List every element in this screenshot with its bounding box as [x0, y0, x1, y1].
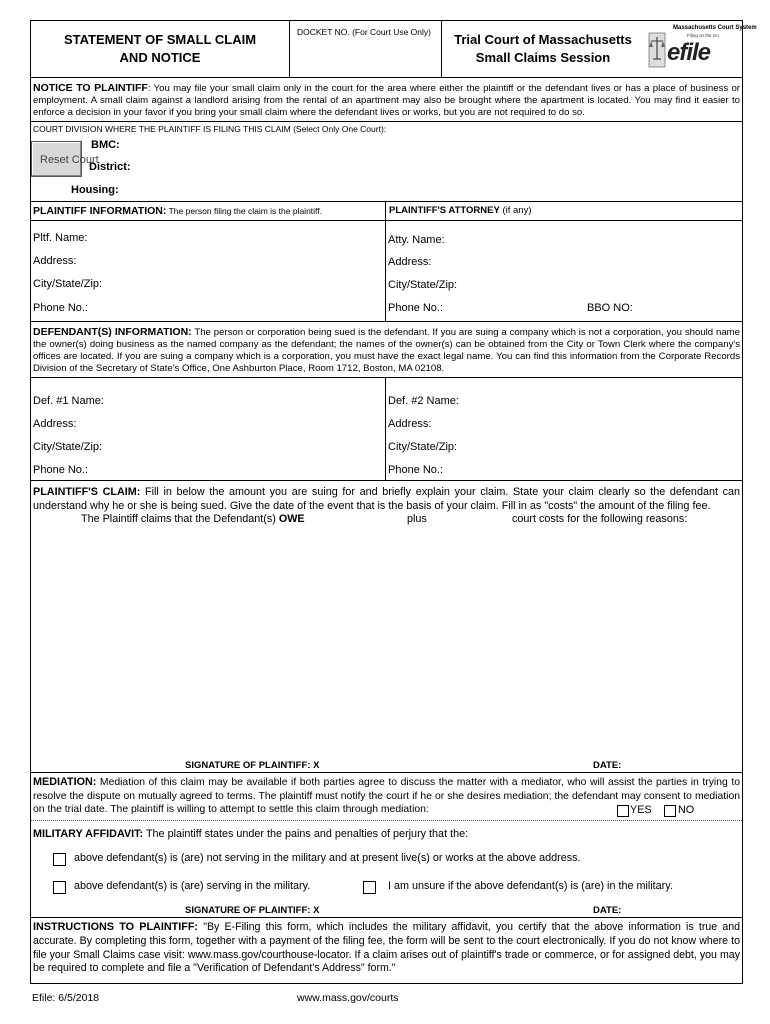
court-line2: Small Claims Session: [475, 50, 611, 65]
reset-court-button[interactable]: Reset Court: [31, 141, 82, 177]
def2-address-field[interactable]: Address:: [388, 418, 432, 430]
military-not-serving-checkbox[interactable]: [53, 853, 66, 866]
plaintiff-bottom-rule: [31, 321, 742, 322]
notice-block: [33, 82, 740, 119]
military-date-label[interactable]: DATE:: [593, 905, 622, 916]
military-heading: MILITARY AFFIDAVIT:: [33, 828, 144, 840]
logo-word: efile: [667, 39, 711, 66]
military-unsure-checkbox[interactable]: [363, 881, 376, 894]
defendant-text: The person or corporation being sued is the defendant. If you are suing a company which is not a corporation, you should name the owner(s) doing business as the named company as the defendant; the names of the owner(s) can be obtained from the City or Town Clerk where the company's offices are located. If you are suing a company which is a corporation, you must have the exact legal name. You can find this information from the Corporate Records Division of the Secretary of State's Office, One Ashburton Place, Room 1712, Boston, MA 02108.: [33, 327, 740, 374]
def2-name-field[interactable]: Def. #2 Name:: [388, 395, 459, 407]
mediation-bottom-rule: [31, 820, 742, 821]
def2-city-field[interactable]: City/State/Zip:: [388, 441, 458, 453]
plaintiff-phone-field[interactable]: Phone No.:: [33, 302, 89, 314]
attorney-subtext: (if any): [499, 205, 532, 216]
header-divider-left: [289, 21, 290, 77]
docket-label: DOCKET NO. (For Court Use Only): [297, 27, 431, 37]
claim-text: Fill in below the amount you are suing for and briefly explain your claim. State your claim clearly so the defendant can understand why he or she is being sued. Give the date of the event that is the basis of your claim. Fill in as "costs" the amount of the filing fee.: [33, 486, 740, 512]
claim-signature-label[interactable]: SIGNATURE OF PLAINTIFF: X: [185, 760, 320, 771]
instructions-block: [33, 921, 740, 976]
military-text: The plaintiff states under the pains and penalties of perjury that the:: [143, 828, 469, 840]
attorney-phone-field[interactable]: Phone No.:: [388, 302, 444, 314]
defendant-bottom-rule: [31, 480, 742, 481]
mediation-no-checkbox[interactable]: [664, 805, 676, 817]
defendant-heading: DEFENDANT(S) INFORMATION:: [33, 326, 192, 338]
claim-bottom-rule: [31, 772, 742, 773]
claim-heading: PLAINTIFF'S CLAIM:: [33, 486, 141, 498]
military-serving-checkbox[interactable]: [53, 881, 66, 894]
defendant-heading-rule: [31, 377, 742, 378]
claim-costs-suffix: court costs for the following reasons:: [512, 513, 688, 525]
attorney-name-field[interactable]: Atty. Name:: [388, 234, 445, 246]
claim-plus-word: plus: [407, 513, 427, 525]
instructions-text: "By E-Filing this form, which includes the military affidavit, you certify that the above information is true and accurate. By completing this form, together with a payment of the filing fee, the form will be sent to the court electronically. If you do not know where to file your Small Claims case visit: www.mass.gov/courthouse-locator. If a claim arises out of plaintiff's trade or commerce, or for assigned debt, you may be required to complete and file a "Verification of Defendant's Address" form.": [33, 921, 740, 975]
notice-bottom-rule: [31, 121, 742, 122]
plaintiff-name-field[interactable]: Pltf. Name:: [33, 232, 88, 244]
mediation-text: Mediation of this claim may be available if both parties agree to discuss the matter with a mediator, who will assist the parties in trying to resolve the dispute on mutually agreed to terms. The plaintiff must notify the court if he or she desires mediation; the defendant may consent to mediation on the trial date. The plaintiff is willing to attempt to settle this claim through mediation:: [33, 777, 740, 815]
def1-city-field[interactable]: City/State/Zip:: [33, 441, 103, 453]
court-name: [443, 31, 643, 67]
plaintiff-city-field[interactable]: City/State/Zip:: [33, 278, 103, 290]
attorney-heading: PLAINTIFF'S ATTORNEY: [389, 205, 500, 216]
claim-owe-prefix: The Plaintiff claims that the Defendant(s): [81, 513, 279, 525]
attorney-bbo-field[interactable]: BBO NO:: [587, 302, 633, 314]
form-title-line1: STATEMENT OF SMALL CLAIM: [63, 32, 257, 47]
attorney-city-field[interactable]: City/State/Zip:: [388, 279, 458, 291]
attorney-address-field[interactable]: Address:: [388, 256, 432, 268]
footer-efile-date: Efile: 6/5/2018: [32, 992, 100, 1004]
notice-heading: NOTICE TO PLAINTIFF: [33, 82, 148, 94]
attorney-heading-block: [389, 205, 532, 216]
footer-website[interactable]: www.mass.gov/courts: [297, 992, 399, 1004]
mediation-yes-checkbox[interactable]: [617, 805, 629, 817]
def1-phone-field[interactable]: Phone No.:: [33, 464, 89, 476]
header-divider-right: [441, 21, 442, 77]
def1-name-field[interactable]: Def. #1 Name:: [33, 395, 104, 407]
defendant-divider: [385, 378, 386, 480]
plaintiff-heading-rule: [31, 220, 742, 221]
plaintiff-heading-block: [33, 205, 322, 217]
claim-date-label[interactable]: DATE:: [593, 760, 622, 771]
military-option2-label: above defendant(s) is (are) serving in the military.: [74, 880, 311, 892]
court-option-housing[interactable]: Housing:: [71, 184, 119, 196]
military-option3-label: I am unsure if the above defendant(s) is (are) in the military.: [388, 880, 673, 892]
court-option-bmc[interactable]: BMC:: [91, 139, 120, 151]
efile-logo: [647, 25, 757, 71]
claim-block: [33, 485, 740, 513]
court-line1: Trial Court of Massachusetts: [454, 32, 632, 47]
military-bottom-rule: [31, 917, 742, 918]
plaintiff-heading: PLAINTIFF INFORMATION:: [33, 205, 167, 217]
def2-phone-field[interactable]: Phone No.:: [388, 464, 444, 476]
plaintiff-address-field[interactable]: Address:: [33, 255, 77, 267]
defendant-block: [33, 326, 740, 375]
mediation-yes-label: YES: [630, 804, 652, 816]
military-signature-label[interactable]: SIGNATURE OF PLAINTIFF: X: [185, 905, 320, 916]
form-title: [31, 31, 289, 67]
court-division-bottom-rule: [31, 201, 742, 202]
instructions-heading: INSTRUCTIONS TO PLAINTIFF:: [33, 921, 199, 933]
form-title-line2: AND NOTICE: [119, 50, 201, 65]
mediation-no-label: NO: [678, 804, 695, 816]
court-division-label: COURT DIVISION WHERE THE PLAINTIFF IS FILING THIS CLAIM (Select Only One Court):: [33, 124, 387, 134]
def1-address-field[interactable]: Address:: [33, 418, 77, 430]
form-page: [30, 20, 757, 984]
claim-reasons-textarea[interactable]: [33, 531, 739, 753]
notice-text: : You may file your small claim only in the court for the area where either the plaintiff or the defendant lives or has a place of business or employment. A small claim against a landlord arising from the rental of an apartment may also be brought where the apartment is located. You may find it easier to enforce a decision in your favor if you bring your small claim where the defendant lives or works, but you are not required to do so.: [33, 83, 740, 118]
military-block: [33, 828, 468, 840]
logo-top-text: Massachusetts Court System: [673, 25, 757, 31]
mediation-heading: MEDIATION:: [33, 776, 97, 788]
header-bottom-rule: [31, 77, 742, 78]
claim-owe-line: [81, 513, 305, 525]
military-option1-label: above defendant(s) is (are) not serving in the military and at present live(s) or works at the above address.: [74, 852, 581, 864]
logo-sub-text: Filing on the Go: [687, 33, 719, 38]
court-option-district[interactable]: District:: [89, 161, 131, 173]
plaintiff-subtext: The person filing the claim is the plaintiff.: [166, 206, 322, 216]
claim-owe-word: OWE: [278, 513, 305, 525]
